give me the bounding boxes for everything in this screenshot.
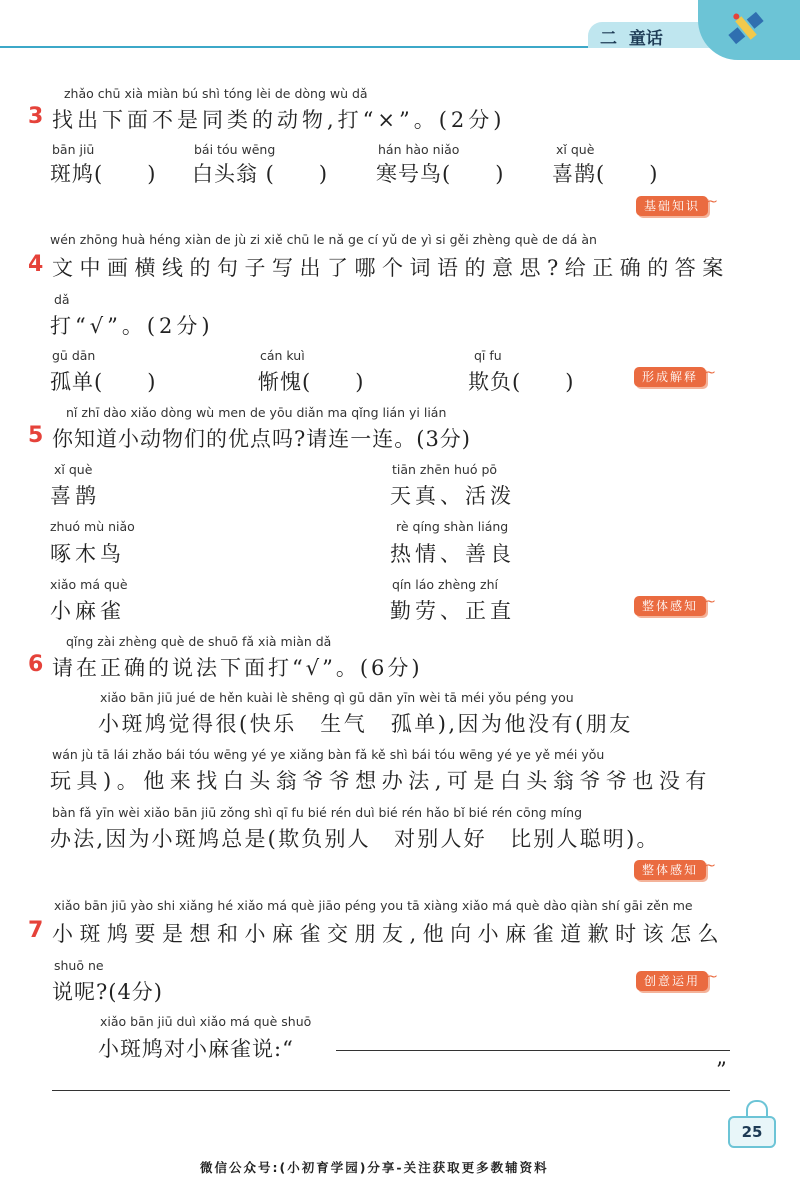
q7-prompt-line2: 说呢?(4分) bbox=[52, 980, 164, 1004]
q5-right2[interactable]: 热情、善良 bbox=[390, 542, 515, 566]
q3-opt1[interactable]: 斑鸠( ) bbox=[50, 162, 157, 186]
q4-opt3[interactable]: 欺负( ) bbox=[468, 370, 575, 394]
q6-line1[interactable]: 小斑鸠觉得很(快乐 生气 孤单),因为他没有(朋友 bbox=[98, 712, 633, 736]
footer-note: 微信公众号:(小初育学园)分享-关注获取更多教辅资料 bbox=[200, 1160, 549, 1175]
q6-prompt: 请在正确的说法下面打“√”。(6分) bbox=[52, 656, 423, 680]
q7-prompt-line1: 小斑鸠要是想和小麻雀交朋友,他向小麻雀道歉时该怎么 bbox=[52, 922, 726, 946]
q5-right1[interactable]: 天真、活泼 bbox=[390, 484, 515, 508]
q5-pinyin: nǐ zhī dào xiǎo dòng wù men de yōu diǎn ma qǐng lián yi lián bbox=[66, 405, 447, 420]
q3-prompt: 找出下面不是同类的动物,打“×”。(2分) bbox=[52, 108, 506, 132]
q4-pinyin-line1: wén zhōng huà héng xiàn de jù zi xiě chū le nǎ ge cí yǔ de yì si gěi zhèng què de dá àn bbox=[50, 232, 597, 247]
q6-pinyin: qǐng zài zhèng què de shuō fǎ xià miàn dǎ bbox=[66, 634, 332, 649]
q4-pinyin-line2: dǎ bbox=[54, 292, 70, 307]
page-number: 25 bbox=[728, 1116, 776, 1148]
q3-opt2[interactable]: 白头翁 ( ) bbox=[192, 162, 329, 186]
q7-skill-tag: 创意运用 ~ bbox=[636, 971, 708, 991]
unit-title: 二 童话 bbox=[600, 29, 663, 49]
q5-left1-pinyin: xǐ què bbox=[54, 462, 93, 477]
q6-line1-pinyin: xiǎo bān jiū jué de hěn kuài lè shēng qì gū dān yīn wèi tā méi yǒu péng you bbox=[100, 690, 574, 705]
q5-left2-pinyin: zhuó mù niǎo bbox=[50, 519, 135, 534]
q4-skill-tag: 形成解释 ~ bbox=[634, 367, 706, 387]
q5-right3[interactable]: 勤劳、正直 bbox=[390, 599, 515, 623]
q4-opt2[interactable]: 惭愧( ) bbox=[258, 370, 365, 394]
q3-opt1-pinyin: bān jiū bbox=[52, 142, 95, 157]
q3-opt3-pinyin: hán hào niǎo bbox=[378, 142, 460, 157]
q5-left3-pinyin: xiǎo má què bbox=[50, 577, 128, 592]
q6-line2-pinyin: wán jù tā lái zhǎo bái tóu wēng yé ye xiǎng bàn fǎ kě shì bái tóu wēng yé ye yě méi yǒu bbox=[52, 747, 605, 762]
satellite-icon bbox=[698, 0, 800, 60]
header-corner-decoration bbox=[698, 0, 800, 60]
q5-right1-pinyin: tiān zhēn huó pō bbox=[392, 462, 498, 477]
q3-skill-tag: 基础知识 ~ bbox=[636, 196, 708, 216]
q4-opt2-pinyin: cán kuì bbox=[260, 348, 305, 363]
q6-line2[interactable]: 玩具)。他来找白头翁爷爷想办法,可是白头翁爷爷也没有 bbox=[50, 769, 712, 793]
q5-left1[interactable]: 喜鹊 bbox=[50, 484, 100, 508]
q6-line3[interactable]: 办法,因为小斑鸠总是(欺负别人 对别人好 比别人聪明)。 bbox=[50, 827, 660, 851]
q6-number: 6 bbox=[28, 652, 44, 677]
q5-right3-pinyin: qín láo zhèng zhí bbox=[392, 577, 499, 592]
q7-number: 7 bbox=[28, 918, 44, 943]
q6-line3-pinyin: bàn fǎ yīn wèi xiǎo bān jiū zǒng shì qī fu bié rén duì bié rén hǎo bǐ bié rén cōng míng bbox=[52, 805, 583, 820]
q4-prompt-line2: 打“√”。(2分) bbox=[50, 314, 214, 338]
q3-opt2-pinyin: bái tóu wēng bbox=[194, 142, 276, 157]
q4-opt1[interactable]: 孤单( ) bbox=[50, 370, 157, 394]
q6-skill-tag: 整体感知 ~ bbox=[634, 860, 706, 880]
q7-close-quote: ” bbox=[716, 1058, 728, 1082]
q4-prompt-line1: 文中画横线的句子写出了哪个词语的意思?给正确的答案 bbox=[52, 256, 730, 280]
q7-pinyin-line1: xiǎo bān jiū yào shi xiǎng hé xiǎo má què jiāo péng you tā xiàng xiǎo má què dào qiàn shí gāi zěn me bbox=[54, 898, 693, 913]
q4-opt1-pinyin: gū dān bbox=[52, 348, 96, 363]
q7-answer-line-2[interactable] bbox=[52, 1090, 730, 1091]
q5-left2[interactable]: 啄木鸟 bbox=[50, 542, 125, 566]
q5-prompt: 你知道小动物们的优点吗?请连一连。(3分) bbox=[52, 427, 472, 451]
q5-left3[interactable]: 小麻雀 bbox=[50, 599, 125, 623]
q3-opt3[interactable]: 寒号鸟( ) bbox=[376, 162, 505, 186]
q4-opt3-pinyin: qī fu bbox=[474, 348, 502, 363]
q3-opt4-pinyin: xǐ què bbox=[556, 142, 595, 157]
q7-answer-lead: 小斑鸠对小麻雀说:“ bbox=[98, 1037, 294, 1061]
q3-opt4[interactable]: 喜鹊( ) bbox=[552, 162, 659, 186]
q7-answer-pinyin: xiǎo bān jiū duì xiǎo má què shuō bbox=[100, 1014, 312, 1029]
q3-pinyin: zhǎo chū xià miàn bú shì tóng lèi de dòng wù dǎ bbox=[64, 86, 368, 101]
q7-pinyin-line2: shuō ne bbox=[54, 958, 104, 973]
q5-skill-tag: 整体感知 ~ bbox=[634, 596, 706, 616]
q5-number: 5 bbox=[28, 423, 44, 448]
q4-number: 4 bbox=[28, 252, 44, 277]
q3-number: 3 bbox=[28, 104, 44, 129]
q5-right2-pinyin: rè qíng shàn liáng bbox=[396, 519, 509, 534]
q7-answer-line-1[interactable] bbox=[336, 1050, 730, 1051]
